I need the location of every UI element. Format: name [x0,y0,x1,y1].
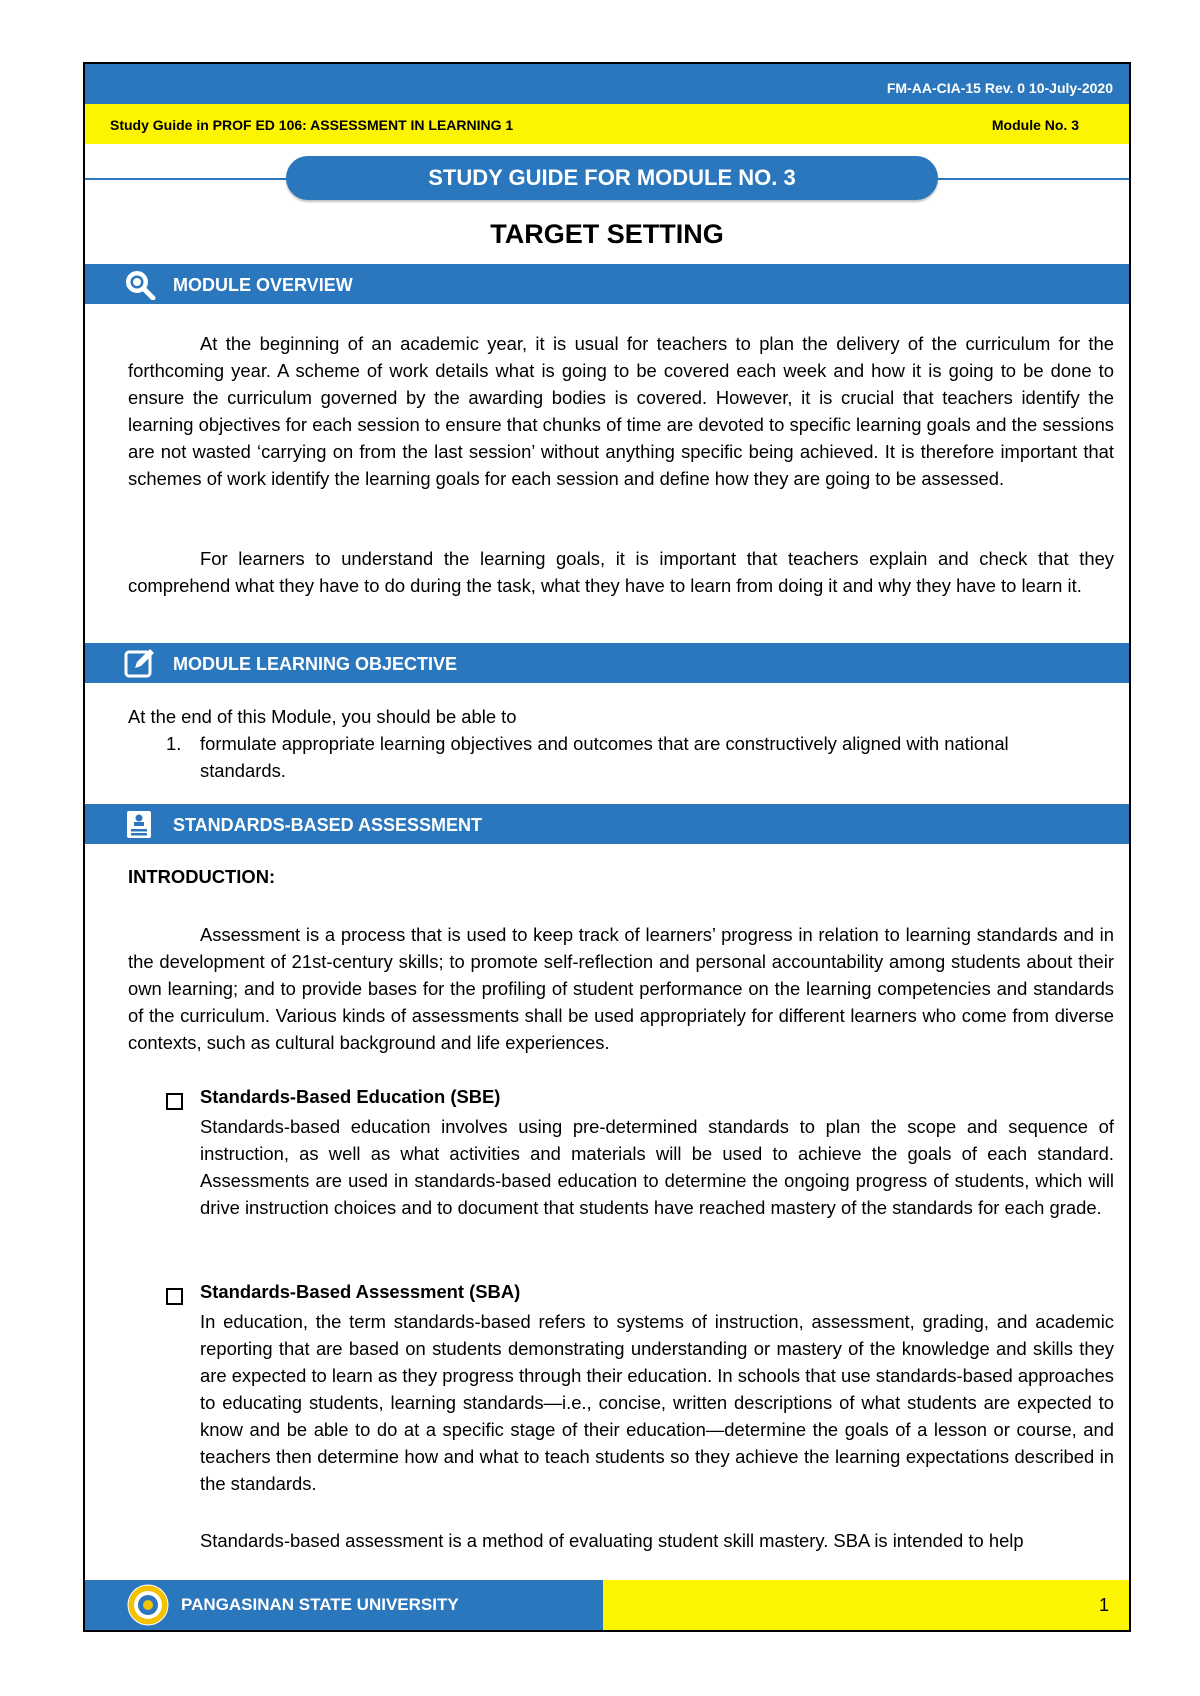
checkbox-bullet-icon [166,1288,183,1305]
section-heading: MODULE LEARNING OBJECTIVE [173,654,458,674]
document-icon [123,808,157,840]
introduction-heading: INTRODUCTION: [128,866,276,887]
study-guide-label: Study Guide in PROF ED 106: ASSESSMENT IN LEARNING 1 [110,117,514,133]
checkbox-bullet-icon [166,1093,183,1110]
introduction-paragraph: Assessment is a process that is used to keep track of learners’ progress in relation to learning standards and in the development of 21st-century skills; to promote self-reflection and personal accountability among students about their own learning; and to provide bases for the profiling of student performance on the learning competencies and standards of the curriculum. Various kinds of assessments shall be used appropriately for different learners who come from diverse contexts, such as cultural background and life experiences. [128,924,1114,1053]
sbe-paragraph: Standards-based education involves using pre-determined standards to plan the scope and sequence of instruction, as well as what activities and materials will be used to achieve the goals of each standard. Assessments are used in standards-based education to determine the ongoing progress of students, which will drive instruction choices and to document that students have reached mastery of the standards for each grade. [200,1116,1114,1218]
university-seal-icon [127,1584,169,1626]
header-bar [85,64,1129,104]
section-heading: MODULE OVERVIEW [173,275,353,295]
edit-icon [123,647,157,679]
section-bar-objective [85,643,1129,683]
section-bar-overview [85,264,1129,304]
objective-number: 1. [166,733,182,754]
sba-paragraph: In education, the term standards-based refers to systems of instruction, assessment, grading, and academic reporting that are based on students demonstrating understanding or mastery of the knowledge and skills they are expected to learn as they progress through their education. In schools that use standards-based approaches to educating students, learning standards—i.e., concise, written descriptions of what students are expected to know and be able to do at a specific stage of their education—determine the goals of a lesson or course, and teachers then determine how and what to teach students so they achieve the learning expectations described in the standards. [200,1311,1114,1494]
section-bar-sba [85,804,1129,844]
course-bar [85,104,1129,144]
overview-paragraph-1: At the beginning of an academic year, it is usual for teachers to plan the delivery of the curriculum for the forthcoming year. A scheme of work details what is going to be covered each week and how it is going to be done to ensure the curriculum governed by the awarding bodies is covered. However, it is crucial that teachers identify the learning objectives for each session to ensure that chunks of time are devoted to specific learning goals and the sessions are not wasted ‘carrying on from the last session’ without anything specific being achieved. It is therefore important that schemes of work identify the learning goals for each session and define how they are going to be assessed. [128,333,1114,489]
sba-title: Standards-Based Assessment (SBA) [200,1281,521,1302]
objective-lead: At the end of this Module, you should be able to [128,706,517,727]
footer-university-bar [85,1580,603,1630]
university-name: PANGASINAN STATE UNIVERSITY [181,1595,459,1614]
magnifier-icon [123,268,157,300]
title-banner: STUDY GUIDE FOR MODULE NO. 3 [286,156,938,200]
page-number: 1 [1098,1595,1109,1615]
overview-paragraph-2: For learners to understand the learning goals, it is important that teachers explain and check that they comprehend what they have to do during the task, what they have to learn from doing it and why they have to learn it. [128,548,1114,596]
sbe-title: Standards-Based Education (SBE) [200,1086,501,1107]
footer-page-bar [603,1580,1129,1630]
module-label: Module No. 3 [991,117,1079,133]
page-title: TARGET SETTING [490,219,724,249]
form-code: FM-AA-CIA-15 Rev. 0 10-July-2020 [886,80,1113,96]
objective-item: formulate appropriate learning objectives and outcomes that are constructively aligned with national standards. [200,733,1009,781]
section-heading: STANDARDS-BASED ASSESSMENT [173,815,483,835]
sba-paragraph-2: Standards-based assessment is a method of evaluating student skill mastery. SBA is intended to help [200,1530,1024,1551]
